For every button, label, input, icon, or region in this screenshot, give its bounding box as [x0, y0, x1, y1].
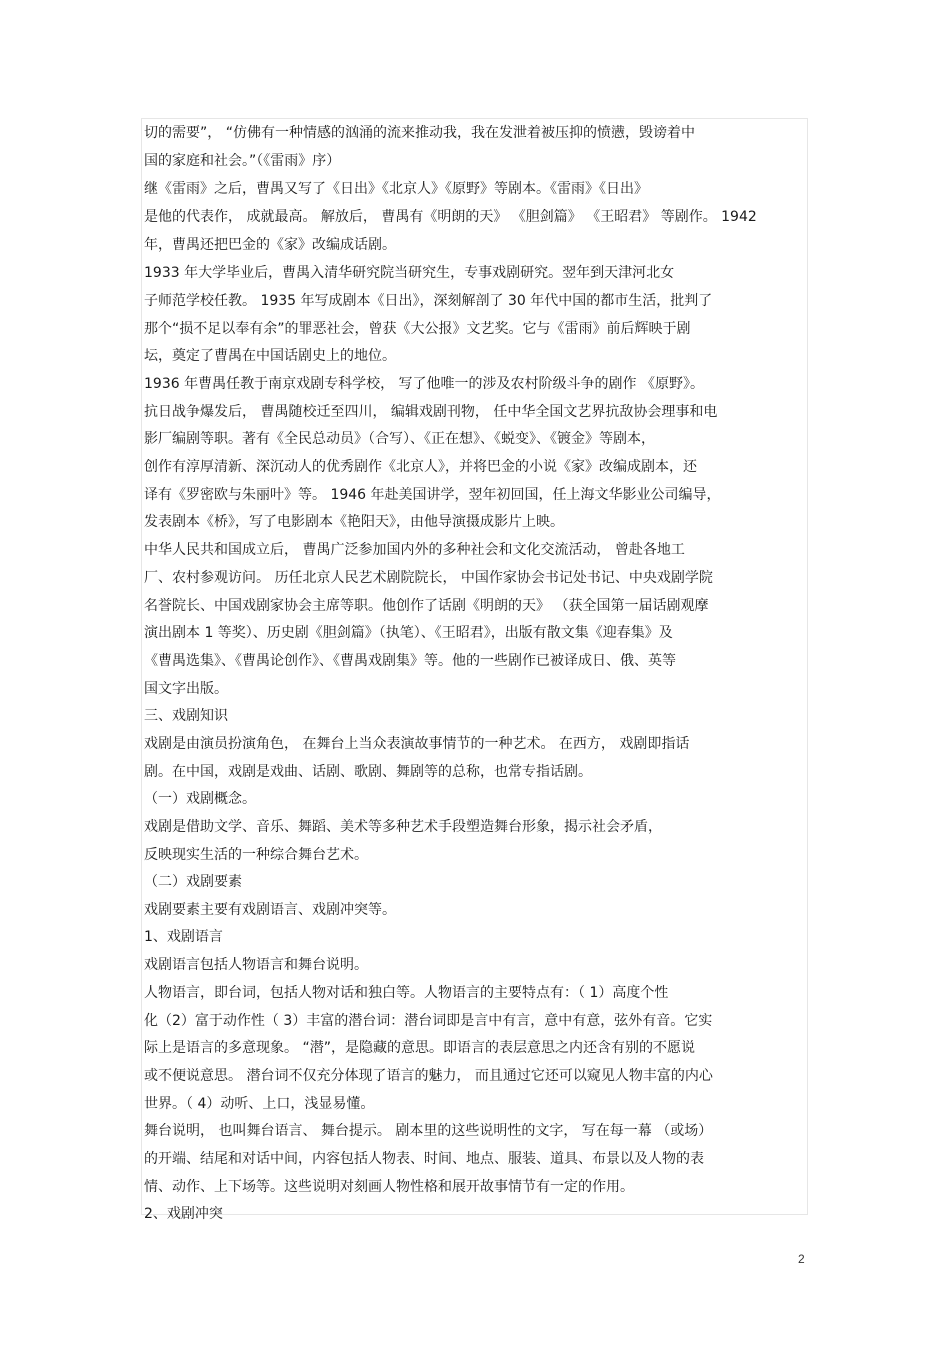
text-line: 情、动作、上下场等。这些说明对刻画人物性格和展开故事情节有一定的作用。: [144, 1179, 634, 1195]
text-line: 影厂编剧等职。著有《全民总动员》（合写）、《正在想》、《蜕变》、《镀金》等剧本，: [144, 431, 655, 447]
text-line: 那个“损不足以奉有余”的罪恶社会，曾获《大公报》文艺奖。它与《雷雨》前后辉映于剧: [144, 321, 691, 337]
text-line: 化（2）富于动作性（ 3）丰富的潜台词：潜台词即是言中有言，意中有意，弦外有音。它实: [144, 1013, 713, 1029]
text-line: 反映现实生活的一种综合舞台艺术。: [144, 847, 368, 863]
text-line: 世界。（ 4）动听、上口，浅显易懂。: [144, 1096, 375, 1112]
text-line: 剧。在中国，戏剧是戏曲、话剧、歌剧、舞剧等的总称，也常专指话剧。: [144, 764, 592, 780]
text-line: 国的家庭和社会。”（《雷雨》序）: [144, 153, 341, 169]
text-line: 舞台说明， 也叫舞台语言、 舞台提示。 剧本里的这些说明性的文字， 写在每一幕 （或场）: [144, 1123, 713, 1139]
text-line: 演出剧本 1 等奖）、历史剧《胆剑篇》（执笔）、《王昭君》，出版有散文集《迎春集》及: [144, 625, 673, 641]
text-line: 切的需要”， “仿佛有一种情感的汹涌的流来推动我，我在发泄着被压抑的愤懑，毁谤着中: [144, 125, 695, 141]
text-line: 或不便说意思。 潜台词不仅充分体现了语言的魅力， 而且通过它还可以窥见人物丰富的内心: [144, 1068, 713, 1084]
text-line: 1936 年曹禺任教于南京戏剧专科学校， 写了他唯一的涉及农村阶级斗争的剧作 《原野》。: [144, 376, 704, 392]
text-line: 2、戏剧冲突: [144, 1206, 223, 1222]
text-line: 1933 年大学毕业后，曹禺入清华研究院当研究生，专事戏剧研究。翌年到天津河北女: [144, 265, 675, 281]
text-line: （一）戏剧概念。: [144, 791, 256, 807]
text-line: 厂、农村参观访问。 历任北京人民艺术剧院院长， 中国作家协会书记处书记、中央戏剧学院: [144, 570, 713, 586]
text-line: 是他的代表作， 成就最高。 解放后， 曹禺有《明朗的天》 《胆剑篇》 《王昭君》 等剧作。 1942: [144, 209, 757, 225]
text-line: 译有《罗密欧与朱丽叶》等。 1946 年赴美国讲学，翌年初回国，任上海文华影业公司编导，: [144, 487, 721, 503]
text-line: 的开端、结尾和对话中间，内容包括人物表、时间、地点、服装、道具、布景以及人物的表: [144, 1151, 704, 1167]
text-line: 发表剧本《桥》，写了电影剧本《艳阳天》，由他导演摄成影片上映。: [144, 514, 564, 530]
text-line: 中华人民共和国成立后， 曹禺广泛参加国内外的多种社会和文化交流活动， 曾赴各地工: [144, 542, 685, 558]
text-line: 1、戏剧语言: [144, 929, 223, 945]
text-line: 《曹禺选集》、《曹禺论创作》、《曹禺戏剧集》等。他的一些剧作已被译成日、俄、英等: [144, 653, 676, 669]
text-line: 继《雷雨》之后，曹禺又写了《日出》《北京人》《原野》等剧本。《雷雨》《日出》: [144, 181, 648, 197]
text-line: 三、戏剧知识: [144, 708, 228, 724]
text-line: 子师范学校任教。 1935 年写成剧本《日出》，深刻解剖了 30 年代中国的都市生活，批判了: [144, 293, 713, 309]
text-line: 人物语言，即台词，包括人物对话和独白等。人物语言的主要特点有：（ 1）高度个性: [144, 985, 669, 1001]
page-number: 2: [798, 1252, 805, 1266]
text-line: 际上是语言的多意现象。 “潜”，是隐藏的意思。即语言的表层意思之内还含有别的不愿说: [144, 1040, 695, 1056]
text-line: 戏剧是借助文学、音乐、舞蹈、美术等多种艺术手段塑造舞台形象，揭示社会矛盾，: [144, 819, 662, 835]
text-line: （二）戏剧要素: [144, 874, 242, 890]
text-line: 坛，奠定了曹禺在中国话剧史上的地位。: [144, 348, 396, 364]
text-line: 名誉院长、中国戏剧家协会主席等职。他创作了话剧《明朗的天》 （获全国第一届话剧观摩: [144, 598, 709, 614]
text-line: 戏剧是由演员扮演角色， 在舞台上当众表演故事情节的一种艺术。 在西方， 戏剧即指话: [144, 736, 690, 752]
text-line: 戏剧语言包括人物语言和舞台说明。: [144, 957, 368, 973]
text-line: 创作有淳厚清新、深沉动人的优秀剧作《北京人》，并将巴金的小说《家》改编成剧本，还: [144, 459, 697, 475]
text-line: 抗日战争爆发后， 曹禺随校迁至四川， 编辑戏剧刊物， 任中华全国文艺界抗敌协会理事和电: [144, 404, 718, 420]
text-line: 年，曹禺还把巴金的《家》改编成话剧。: [144, 237, 396, 253]
text-line: 国文字出版。: [144, 681, 228, 697]
text-line: 戏剧要素主要有戏剧语言、戏剧冲突等。: [144, 902, 396, 918]
